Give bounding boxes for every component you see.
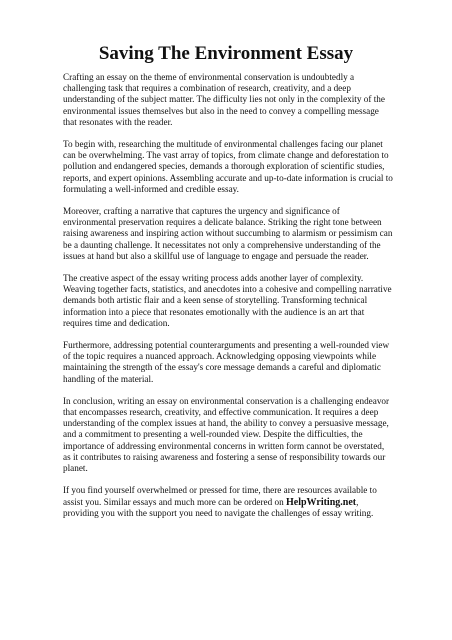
helpwriting-link[interactable]: HelpWriting.net <box>286 496 357 508</box>
document-title: Saving The Environment Essay <box>98 43 354 64</box>
paragraph-creative: The creative aspect of the essay writing process adds another layer of complexity. Weaving together facts, statistics, and anecdotes into a cohesive and compelling narrative demands both artistic flair and a keen sense of storytelling. Transforming technical information into a piece that resonates emotionally with the audience is an art that requires time and dedication. <box>63 273 392 328</box>
paragraph-conclusion: In conclusion, writing an essay on environmental conservation is a challenging endeavor that encompasses research, creativity, and effective communication. It requires a deep understanding of the complex issues at hand, the ability to convey a persuasive message, and a commitment to presenting a well-rounded view. Despite the difficulties, the importance of addressing environmental concerns in written form cannot be overstated, as it contributes to raising awareness and fostering a sense of responsibility towards our planet. <box>63 395 390 474</box>
closing-text-after-link: , providing you with the support you need to navigate the challenges of essay writing. <box>63 496 374 518</box>
paragraph-counterarguments: Furthermore, addressing potential counterarguments and presenting a well-rounded view of the topic requires a nuanced approach. Acknowledging opposing viewpoints while maintaining the strength of the essay's core message demands a careful and diplomatic handling of the material. <box>63 340 390 384</box>
paragraph-closing <box>63 485 393 519</box>
paragraph-research: To begin with, researching the multitude of environmental challenges facing our planet can be overwhelming. The vast array of topics, from climate change and deforestation to pollution and endangered species, demands a thorough exploration of scientific studies, reports, and expert opinions. Assembling accurate and up-to-date information is crucial to formulating a well-informed and credible essay. <box>63 139 393 194</box>
paragraph-narrative: Moreover, crafting a narrative that captures the urgency and significance of environmental preservation requires a delicate balance. Striking the right tone between raising awareness and inspiring action without succumbing to alarmism or pessimism can be a daunting challenge. It necessitates not only a comprehensive understanding of the issues at hand but also a skillful use of language to engage and persuade the reader. <box>63 206 393 261</box>
document-body <box>63 72 393 519</box>
closing-text-before-link: If you find yourself overwhelmed or pressed for time, there are resources available to assist you. Similar essays and much more can be ordered on <box>63 485 377 507</box>
paragraph-intro: Crafting an essay on the theme of environmental conservation is undoubtedly a challenging task that requires a combination of research, creativity, and a deep understanding of the subject matter. The difficulty lies not only in the complexity of the environmental issues themselves but also in the need to convey a compelling message that resonates with the reader. <box>63 72 385 127</box>
